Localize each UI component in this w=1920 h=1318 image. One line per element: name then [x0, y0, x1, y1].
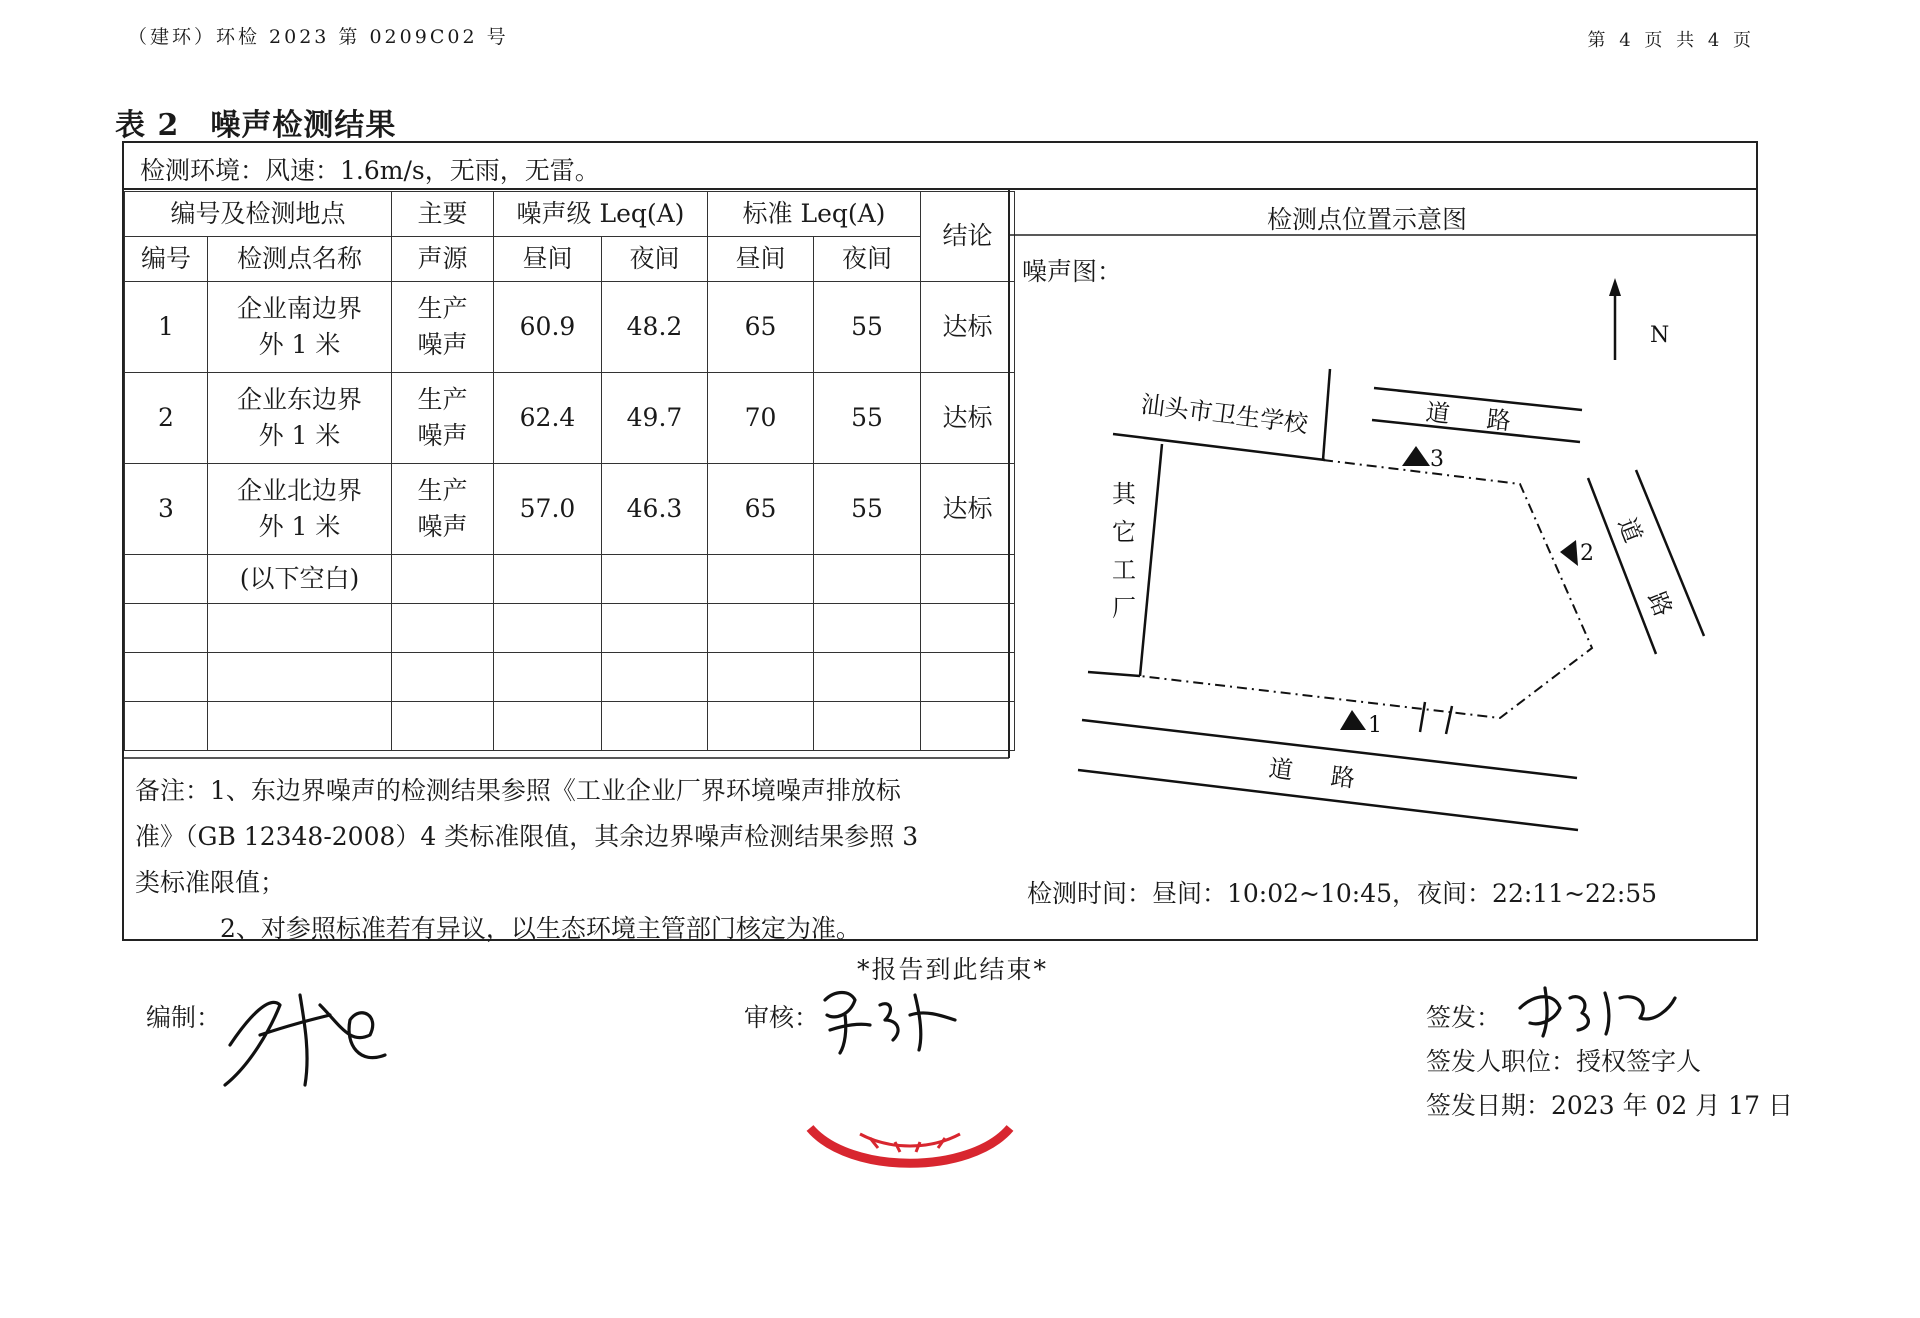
north-label: N — [1650, 323, 1670, 348]
point-name-line-2: 外 1 米 — [258, 421, 341, 450]
reviewer-label: 审核： — [744, 1003, 820, 1032]
row-point-name — [208, 282, 392, 373]
issuer-label: 签发： — [1426, 1003, 1502, 1032]
row-night-value: 46.3 — [602, 464, 708, 555]
header-std-night: 夜间 — [814, 237, 921, 282]
header-noise-level: 噪声级 Leq(A) — [494, 192, 708, 237]
source-line-1: 生产 — [417, 384, 468, 414]
row-conclusion: 达标 — [921, 373, 1015, 464]
road-top-char-2: 路 — [1485, 405, 1513, 436]
header-main-source-2: 声源 — [392, 237, 494, 282]
other-factory-char-4: 厂 — [1112, 594, 1136, 622]
measure-point-2-icon — [1560, 540, 1578, 566]
header-standard: 标准 Leq(A) — [708, 192, 921, 237]
noise-map-label: 噪声图： — [1022, 257, 1123, 286]
source-line-1: 生产 — [417, 475, 468, 505]
header-row-2 — [125, 237, 1015, 282]
report-number: （建环）环检 2023 第 0209C02 号 — [128, 26, 509, 48]
diagram-title: 检测点位置示意图 — [1267, 205, 1468, 234]
remark-line-1: 备注：1、东边界噪声的检测结果参照《工业企业厂界环境噪声排放标 — [135, 776, 901, 805]
source-line-2: 噪声 — [417, 330, 468, 359]
row-point-name — [208, 373, 392, 464]
source-line-1: 生产 — [417, 293, 468, 323]
measure-point-2-label: 2 — [1580, 541, 1594, 566]
road-bottom-char-2: 路 — [1329, 762, 1357, 793]
point-name-line-1: 企业南边界 — [236, 293, 362, 323]
row-id: 3 — [125, 464, 208, 555]
blank-note: (以下空白) — [208, 555, 392, 604]
issuer-position: 签发人职位：授权签字人 — [1426, 1047, 1702, 1076]
report-end-text: *报告到此结束* — [857, 955, 1049, 984]
plant-boundary-dashed — [1140, 460, 1592, 718]
site-boundary — [1078, 369, 1704, 830]
header-row-1 — [125, 192, 1015, 237]
measure-point-1-label: 1 — [1368, 713, 1382, 738]
reviewer-signature — [815, 975, 965, 1055]
road-top-char-1: 道 — [1424, 398, 1452, 429]
header-night: 夜间 — [602, 237, 708, 282]
row-night-value: 49.7 — [602, 373, 708, 464]
row-day-value: 60.9 — [494, 282, 602, 373]
road-right-char-2: 路 — [1642, 587, 1678, 621]
source-line-2: 噪声 — [417, 421, 468, 450]
north-arrow-icon — [1609, 278, 1621, 360]
table-row — [125, 373, 1015, 464]
row-conclusion: 达标 — [921, 464, 1015, 555]
row-source — [392, 464, 494, 555]
blank-row — [125, 555, 1015, 604]
remark-line-3: 类标准限值； — [135, 868, 286, 897]
row-std-day: 65 — [708, 464, 814, 555]
other-factory-char-2: 它 — [1112, 518, 1136, 546]
row-std-day: 65 — [708, 282, 814, 373]
row-source — [392, 282, 494, 373]
issue-date: 签发日期：2023 年 02 月 17 日 — [1426, 1091, 1793, 1120]
header-main-source-1: 主要 — [392, 192, 494, 237]
other-factory-char-1: 其 — [1112, 480, 1136, 508]
official-stamp — [800, 1120, 1020, 1180]
noise-results-table — [124, 191, 1015, 751]
row-id: 1 — [125, 282, 208, 373]
source-line-2: 噪声 — [417, 512, 468, 541]
remarks — [135, 768, 1015, 952]
test-environment: 检测环境：风速：1.6m/s，无雨，无雷。 — [140, 156, 600, 185]
other-factory-char-3: 工 — [1112, 556, 1136, 584]
row-conclusion: 达标 — [921, 282, 1015, 373]
measure-point-3-icon — [1402, 446, 1430, 466]
remark-line-2: 准》（GB 12348-2008）4 类标准限值，其余边界噪声检测结果参照 3 — [135, 822, 919, 851]
row-std-night: 55 — [814, 464, 921, 555]
compiler-signature — [210, 975, 400, 1095]
point-name-line-1: 企业北边界 — [236, 475, 362, 505]
site-map — [1010, 270, 1750, 850]
blank-row — [125, 702, 1015, 751]
row-day-value: 57.0 — [494, 464, 602, 555]
row-id: 2 — [125, 373, 208, 464]
header-conclusion: 结论 — [921, 192, 1015, 282]
road-bottom-char-1: 道 — [1267, 754, 1295, 785]
header-point-name: 检测点名称 — [208, 237, 392, 282]
header-id: 编号 — [125, 237, 208, 282]
measure-point-1-icon — [1340, 710, 1366, 730]
point-name-line-2: 外 1 米 — [258, 330, 341, 359]
header-day: 昼间 — [494, 237, 602, 282]
row-source — [392, 373, 494, 464]
table-row — [125, 282, 1015, 373]
header-id-location: 编号及检测地点 — [125, 192, 392, 237]
table-title: 表 2 噪声检测结果 — [115, 108, 397, 143]
issuer-signature — [1510, 978, 1680, 1038]
row-night-value: 48.2 — [602, 282, 708, 373]
row-std-night: 55 — [814, 373, 921, 464]
measure-point-3-label: 3 — [1430, 447, 1444, 472]
row-std-night: 55 — [814, 282, 921, 373]
row-point-name — [208, 464, 392, 555]
row-std-day: 70 — [708, 373, 814, 464]
row-day-value: 62.4 — [494, 373, 602, 464]
page-info: 第 4 页 共 4 页 — [1587, 30, 1755, 51]
compiler-label: 编制： — [146, 1003, 222, 1032]
school-label: 汕头市卫生学校 — [1139, 390, 1310, 439]
blank-row — [125, 604, 1015, 653]
road-right-char-1: 道 — [1612, 513, 1648, 547]
test-time: 检测时间：昼间：10:02~10:45，夜间：22:11~22:55 — [1027, 879, 1658, 908]
table-row — [125, 464, 1015, 555]
header-std-day: 昼间 — [708, 237, 814, 282]
blank-row — [125, 653, 1015, 702]
remark-line-4: 2、对参照标准若有异议，以生态环境主管部门核定为准。 — [220, 914, 861, 943]
point-name-line-1: 企业东边界 — [236, 384, 362, 414]
point-name-line-2: 外 1 米 — [258, 512, 341, 541]
